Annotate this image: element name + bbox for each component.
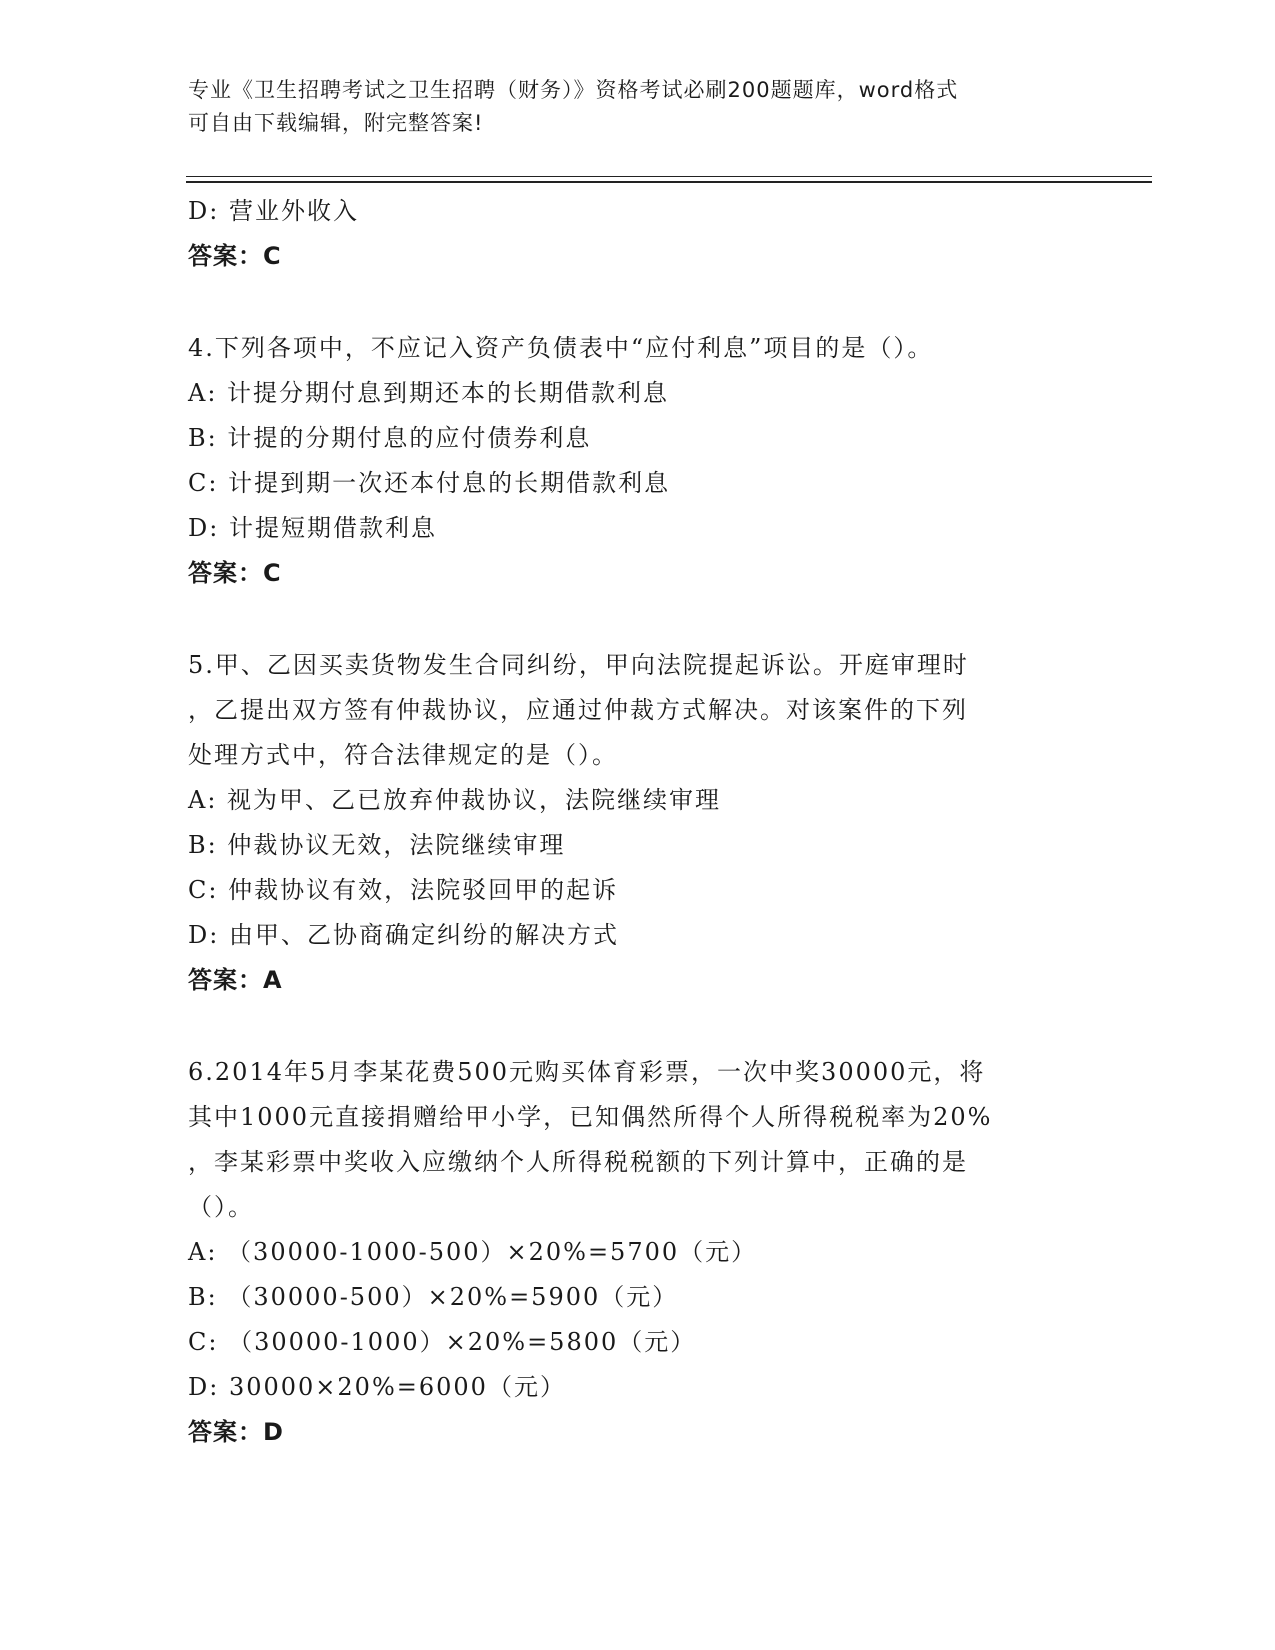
q6-stem-line-4: （）。 <box>188 1193 254 1221</box>
header-divider-thick <box>186 181 1152 183</box>
header-divider-thin <box>186 176 1152 177</box>
header-line-2: 可自由下载编辑，附完整答案! <box>188 111 484 135</box>
q6-option-a: A: （30000-1000-500）×20%=5700（元） <box>188 1238 758 1266</box>
question-4 <box>188 326 1068 596</box>
q6-option-c: C: （30000-1000）×20%=5800（元） <box>188 1328 697 1356</box>
q3-option-d: D: 营业外收入 <box>188 197 359 225</box>
q5-stem-line-3: 处理方式中，符合法律规定的是（）。 <box>188 741 618 769</box>
header-line-1: 专业《卫生招聘考试之卫生招聘（财务）》资格考试必刷200题题库，word格式 <box>188 78 959 102</box>
q6-option-b: B: （30000-500）×20%=5900（元） <box>188 1283 679 1311</box>
q3-answer: 答案：C <box>188 242 282 270</box>
q5-stem-line-1: 5.甲、乙因买卖货物发生合同纠纷，甲向法院提起诉讼。开庭审理时 <box>188 651 969 679</box>
q5-answer: 答案：A <box>188 966 283 994</box>
q5-stem-line-2: ，乙提出双方签有仲裁协议，应通过仲裁方式解决。对该案件的下列 <box>188 696 968 724</box>
spacer <box>188 1003 1068 1050</box>
q4-option-d: D: 计提短期借款利息 <box>188 514 437 542</box>
q4-option-a: A: 计提分期付息到期还本的长期借款利息 <box>188 379 670 407</box>
spacer <box>188 596 1068 643</box>
question-6 <box>188 1050 1068 1455</box>
q5-option-a: A: 视为甲、乙已放弃仲裁协议，法院继续审理 <box>188 786 722 814</box>
document-header <box>188 74 1068 140</box>
q4-option-b: B: 计提的分期付息的应付债券利息 <box>188 424 592 452</box>
q5-option-d: D: 由甲、乙协商确定纠纷的解决方式 <box>188 921 619 949</box>
q6-option-d: D: 30000×20%=6000（元） <box>188 1373 566 1401</box>
q4-stem: 4.下列各项中，不应记入资产负债表中“应付利息”项目的是（）。 <box>188 334 934 362</box>
q4-option-c: C: 计提到期一次还本付息的长期借款利息 <box>188 469 671 497</box>
q5-option-b: B: 仲裁协议无效，法院继续审理 <box>188 831 566 859</box>
q6-answer: 答案：D <box>188 1418 284 1446</box>
q5-option-c: C: 仲裁协议有效，法院驳回甲的起诉 <box>188 876 619 904</box>
question-3-tail <box>188 189 1068 279</box>
q6-stem-line-3: ，李某彩票中奖收入应缴纳个人所得税税额的下列计算中，正确的是 <box>188 1148 968 1176</box>
spacer <box>188 279 1068 326</box>
q6-stem-line-1: 6.2014年5月李某花费500元购买体育彩票，一次中奖30000元，将 <box>188 1058 986 1086</box>
question-list <box>188 189 1068 1455</box>
q4-answer: 答案：C <box>188 559 282 587</box>
q6-stem-line-2: 其中1000元直接捐赠给甲小学，已知偶然所得个人所得税税率为20% <box>188 1103 993 1131</box>
question-5 <box>188 643 1068 1003</box>
